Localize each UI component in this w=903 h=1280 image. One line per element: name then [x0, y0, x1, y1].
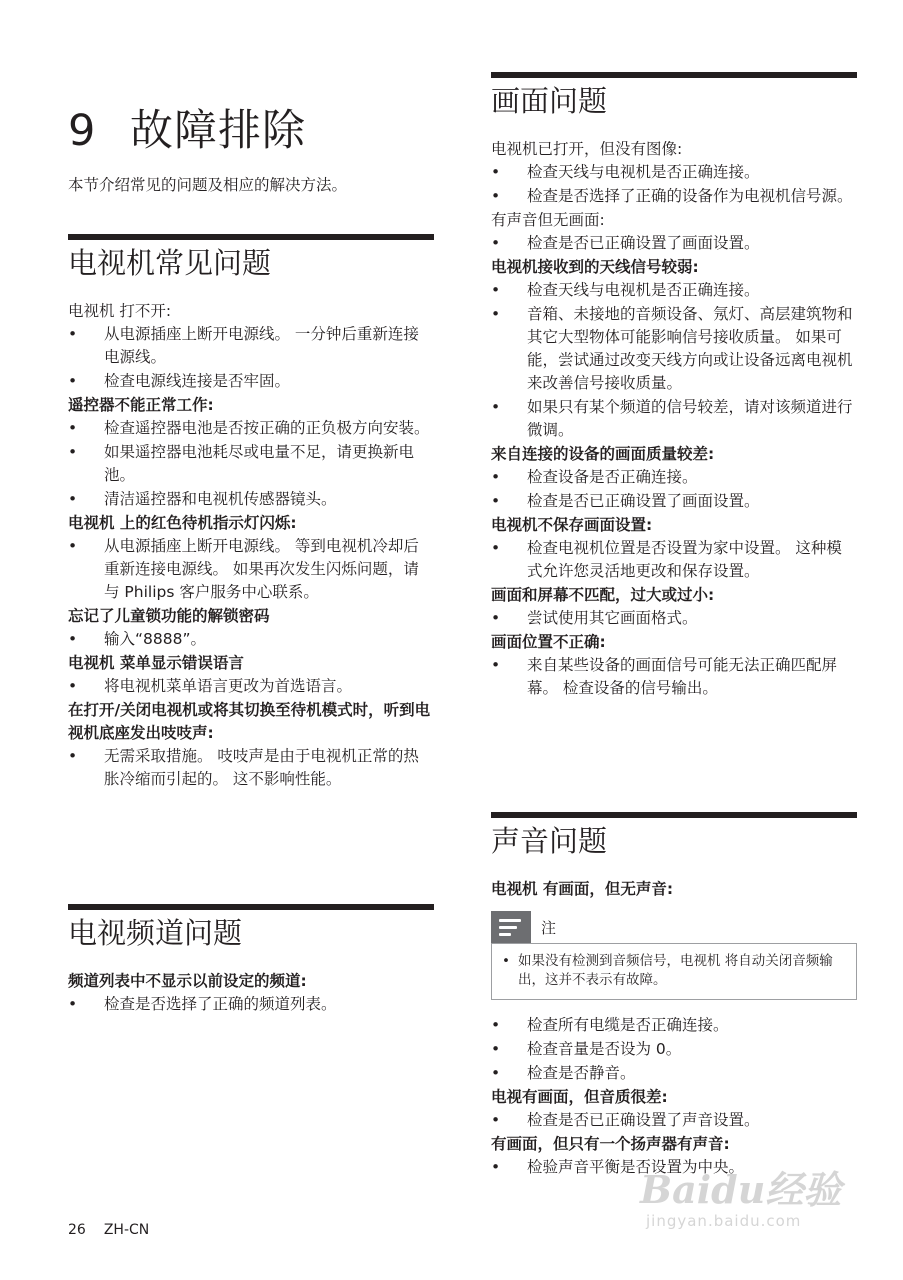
- chapter-number: 9: [68, 105, 97, 156]
- answer-list: [68, 323, 434, 393]
- answer-list: [491, 161, 857, 208]
- question: 画面位置不正确:: [491, 633, 606, 651]
- question: 电视机已打开，但没有图像:: [491, 140, 683, 158]
- list-item: • 检查是否已正确设置了声音设置。: [491, 1109, 857, 1132]
- list-item: • 检查是否已正确设置了画面设置。: [491, 232, 857, 255]
- list-item: • 检查是否选择了正确的设备作为电视机信号源。: [491, 185, 857, 208]
- list-item: • 输入“8888”。: [68, 628, 434, 651]
- question: 在打开/关闭电视机或将其切换至待机模式时，听到电视机底座发出吱吱声:: [68, 701, 431, 742]
- answer-list: [491, 1014, 857, 1085]
- list-item: • 检查遥控器电池是否按正确的正负极方向安装。: [68, 417, 434, 440]
- answer-list: [68, 675, 434, 698]
- note-icon: [491, 911, 531, 943]
- list-item: • 检查是否静音。: [491, 1062, 857, 1085]
- list-item: • 从电源插座上断开电源线。 一分钟后重新连接电源线。: [68, 323, 434, 369]
- watermark-logo: Baidu经验: [640, 1167, 842, 1212]
- answer-list: [491, 537, 857, 583]
- list-item: • 检查天线与电视机是否正确连接。: [491, 279, 857, 302]
- chapter-intro: 本节介绍常见的问题及相应的解决方法。: [68, 176, 348, 194]
- page-footer: [68, 1222, 149, 1238]
- watermark: [640, 1168, 880, 1230]
- note-item: • 如果没有检测到音频信号，电视机 将自动关闭音频输出，这并不表示有故障。: [502, 952, 846, 990]
- list-item: • 检查设备是否正确连接。: [491, 466, 857, 489]
- chapter-title: [68, 105, 306, 157]
- question: 电视机 菜单显示错误语言: [68, 654, 244, 672]
- answer-list: [68, 417, 434, 511]
- answer-list: [68, 745, 434, 791]
- list-item: • 检验声音平衡是否设置为中央。: [491, 1156, 857, 1179]
- question: 有画面，但只有一个扬声器有声音:: [491, 1135, 730, 1153]
- list-item: • 检查音量是否设为 0。: [491, 1038, 857, 1061]
- language-code: ZH-CN: [103, 1222, 150, 1238]
- section-picture: [491, 72, 857, 701]
- list-item: • 检查是否选择了正确的频道列表。: [68, 993, 434, 1016]
- answer-list: [68, 535, 434, 604]
- list-item: • 如果只有某个频道的信号较差，请对该频道进行微调。: [491, 396, 857, 442]
- chapter-name: 故障排除: [130, 105, 306, 156]
- list-item: • 来自某些设备的画面信号可能无法正确匹配屏幕。 检查设备的信号输出。: [491, 654, 857, 700]
- question: 电视机不保存画面设置:: [491, 516, 653, 534]
- list-item: • 检查天线与电视机是否正确连接。: [491, 161, 857, 184]
- watermark-url: jingyan.baidu.com: [646, 1212, 802, 1230]
- answer-list: [68, 993, 434, 1016]
- list-item: • 无需采取措施。 吱吱声是由于电视机正常的热胀冷缩而引起的。 这不影响性能。: [68, 745, 434, 791]
- list-item: • 从电源插座上断开电源线。 等到电视机冷却后重新连接电源线。 如果再次发生闪烁问题，请与 Philips 客户服务中心联系。: [68, 535, 434, 604]
- list-item: • 将电视机菜单语言更改为首选语言。: [68, 675, 434, 698]
- list-item: • 清洁遥控器和电视机传感器镜头。: [68, 488, 434, 511]
- note-box: [491, 943, 857, 1000]
- section-title: 画面问题: [491, 84, 608, 118]
- list-item: • 检查是否已正确设置了画面设置。: [491, 490, 857, 513]
- question: 遥控器不能正常工作:: [68, 396, 214, 414]
- list-item: • 如果遥控器电池耗尽或电量不足，请更换新电池。: [68, 441, 434, 487]
- section-title: 电视机常见问题: [68, 246, 272, 280]
- note-header: [491, 911, 857, 943]
- answer-list: [491, 654, 857, 700]
- section-title: 声音问题: [491, 824, 608, 858]
- page-number: 26: [68, 1222, 86, 1238]
- question: 画面和屏幕不匹配，过大或过小:: [491, 586, 715, 604]
- question: 电视机 打不开:: [68, 302, 172, 320]
- answer-list: [491, 466, 857, 513]
- question: 频道列表中不显示以前设定的频道:: [68, 972, 307, 990]
- answer-list: [491, 232, 857, 255]
- question: 忘记了儿童锁功能的解锁密码: [68, 607, 270, 625]
- note-label: 注: [541, 918, 557, 937]
- list-item: • 检查所有电缆是否正确连接。: [491, 1014, 857, 1037]
- list-item: • 检查电源线连接是否牢固。: [68, 370, 434, 393]
- question: 电视机 上的红色待机指示灯闪烁:: [68, 514, 297, 532]
- question: 来自连接的设备的画面质量较差:: [491, 445, 715, 463]
- list-item: • 检查电视机位置是否设置为家中设置。 这种模式允许您灵活地更改和保存设置。: [491, 537, 857, 583]
- note-list: [502, 952, 846, 990]
- question: 电视有画面，但音质很差:: [491, 1088, 668, 1106]
- answer-list: [491, 607, 857, 630]
- list-item: • 尝试使用其它画面格式。: [491, 607, 857, 630]
- list-item: • 音箱、未接地的音频设备、氖灯、高层建筑物和其它大型物体可能影响信号接收质量。 如果可能，尝试通过改变天线方向或让设备远离电视机来改善信号接收质量。: [491, 303, 857, 395]
- question: 电视机接收到的天线信号较弱:: [491, 258, 699, 276]
- section-tv-common: [68, 234, 434, 792]
- question: 有声音但无画面:: [491, 211, 605, 229]
- answer-list: [491, 279, 857, 442]
- question: 电视机 有画面，但无声音:: [491, 880, 674, 898]
- section-title: 电视频道问题: [68, 916, 243, 950]
- section-channel: [68, 904, 434, 1017]
- answer-list: [491, 1109, 857, 1132]
- section-sound: [491, 812, 857, 1180]
- answer-list: [68, 628, 434, 651]
